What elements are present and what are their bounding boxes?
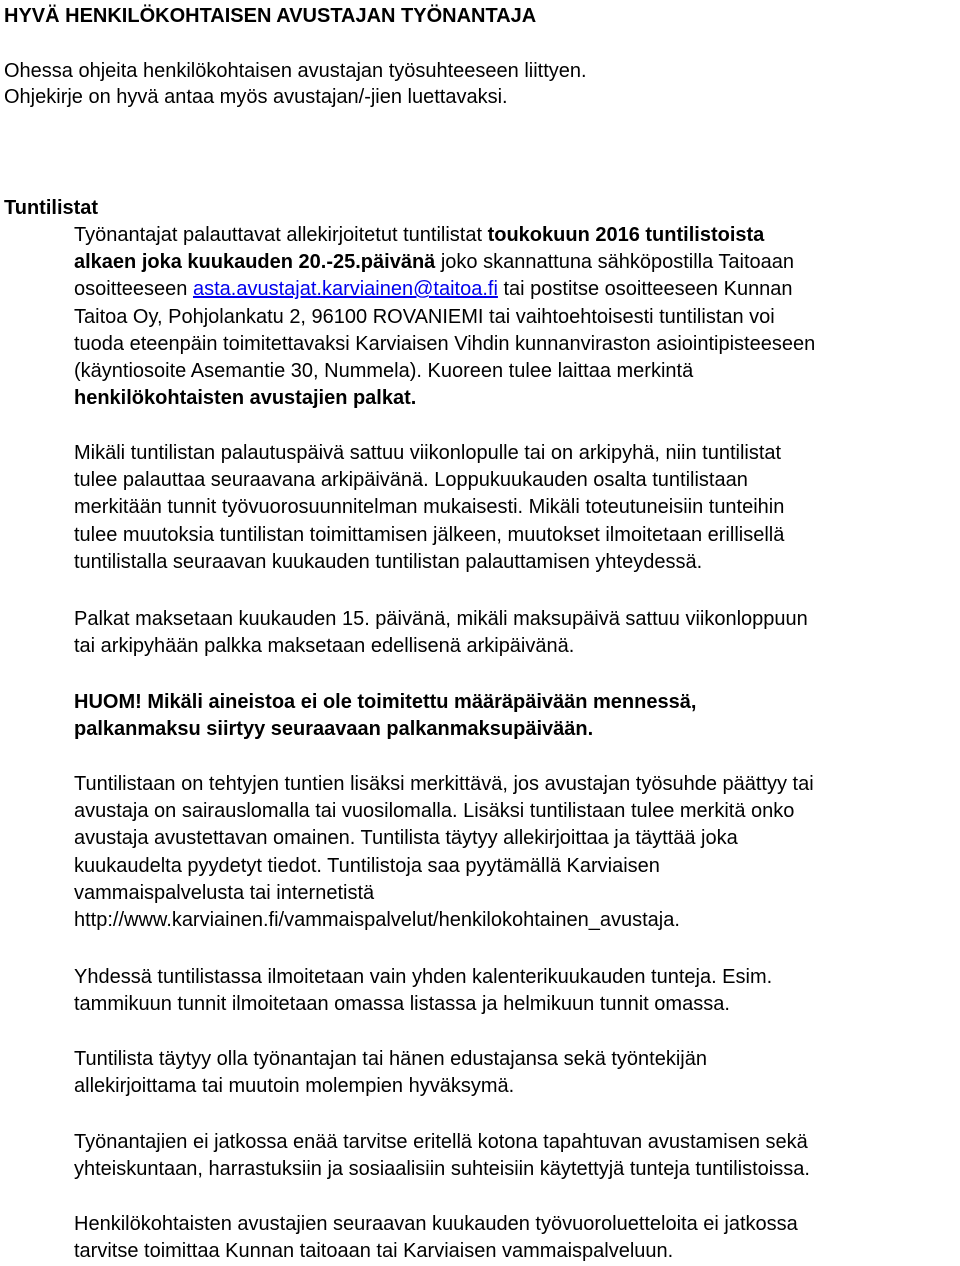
text-line: (käyntiosoite Asemantie 30, Nummela). Kuoreen tulee laittaa merkintä: [74, 359, 694, 382]
text-line: tulee muutoksia tuntilistan toimittamisen jälkeen, muutokset ilmoitetaan erillisellä: [74, 523, 785, 546]
bold-text: toukokuun 2016 tuntilistoista: [487, 224, 765, 246]
text-line: kuukaudelta pyydetyt tiedot. Tuntilistoja saa pyytämällä Karviaisen: [74, 854, 660, 877]
bold-text-line: HUOM! Mikäli aineistoa ei ole toimitettu määräpäivään mennessä,: [74, 691, 697, 713]
document-title: HYVÄ HENKILÖKOHTAISEN AVUSTAJAN TYÖNANTAJA: [4, 5, 537, 27]
paragraph-timesheet-marks: [74, 771, 958, 934]
paragraph-one-month: [74, 964, 958, 1018]
text-line: Palkat maksetaan kuukauden 15. päivänä, mikäli maksupäivä sattuu viikonloppuun: [74, 608, 808, 630]
intro-text: [4, 58, 587, 110]
text-line: Työnantajien ei jatkossa enää tarvitse eritellä kotona tapahtuvan avustamisen sekä: [74, 1131, 808, 1153]
text-line: Henkilökohtaisten avustajien seuraavan kuukauden työvuoroluetteloita ei jatkossa: [74, 1213, 798, 1235]
text-line: Tuntilistaan on tehtyjen tuntien lisäksi merkittävä, jos avustajan työsuhde päättyy tai: [74, 773, 814, 795]
text-line: Mikäli tuntilistan palautuspäivä sattuu viikonlopulle tai on arkipyhä, niin tuntilistat: [74, 442, 782, 464]
text-line: tammikuun tunnit ilmoitetaan omassa listassa ja helmikuun tunnit omassa.: [74, 993, 730, 1016]
text-line: Tuntilista täytyy olla työnantajan tai hänen edustajansa sekä työntekijän: [74, 1048, 707, 1070]
text-line: merkitään tunnit työvuorosuunnitelman mukaisesti. Mikäli toteutuneisiin tunteihin: [74, 496, 785, 519]
paragraph-return-date: [74, 440, 958, 576]
text-line: tuntilistalla seuraavan kuukauden tuntilistan palauttamisen yhteydessä.: [74, 550, 703, 573]
paragraph-rosters: [74, 1211, 958, 1265]
intro-line: Ohjekirje on hyvä antaa myös avustajan/-jien luettavaksi.: [4, 86, 508, 108]
bold-text-line: palkanmaksu siirtyy seuraavaan palkanmaksupäivään.: [74, 718, 594, 741]
intro-line: Ohessa ohjeita henkilökohtaisen avustajan työsuhteeseen liittyen.: [4, 60, 587, 82]
text-line: Yhdessä tuntilistassa ilmoitetaan vain yhden kalenterikuukauden tunteja. Esim.: [74, 966, 773, 988]
text: osoitteeseen: [74, 278, 193, 301]
section-title: Tuntilistat: [4, 197, 99, 219]
text-line: tarvitse toimittaa Kunnan taitoaan tai Karviaisen vammaispalveluun.: [74, 1240, 674, 1263]
text-line: Taitoa Oy, Pohjolankatu 2, 96100 ROVANIEMI tai vaihtoehtoisesti tuntilistan voi: [74, 305, 775, 328]
paragraph-pay-date: [74, 606, 958, 660]
paragraph-notice: [74, 689, 958, 743]
text-line: tai arkipyhään palkka maksetaan edellisenä arkipäivänä.: [74, 635, 575, 658]
text: joko skannattuna sähköpostilla Taitoaan: [435, 251, 795, 274]
bold-text: alkaen joka kuukauden 20.-25.päivänä: [74, 251, 436, 274]
text-line: vammaispalvelusta tai internetistä: [74, 881, 375, 904]
website-url[interactable]: http://www.karviainen.fi/vammaispalvelut/henkilokohtainen_avustaja.: [74, 908, 680, 931]
text: tai postitse osoitteeseen Kunnan: [497, 278, 793, 301]
text-line: allekirjoittama tai muutoin molempien hyväksymä.: [74, 1075, 515, 1098]
paragraph-signatures: [74, 1046, 958, 1100]
paragraph-no-itemizing: [74, 1129, 958, 1183]
text-line: avustaja on sairauslomalla tai vuosilomalla. Lisäksi tuntilistaan tulee merkitä onko: [74, 800, 795, 823]
text: Työnantajat palauttavat allekirjoitetut tuntilistat: [74, 224, 488, 246]
text-line: avustaja avustettavan omainen. Tuntilista täytyy allekirjoittaa ja täyttää joka: [74, 827, 738, 850]
text-line: tuoda eteenpäin toimitettavaksi Karviaisen Vihdin kunnanviraston asiointipisteeseen: [74, 332, 816, 355]
email-link[interactable]: asta.avustajat.karviainen@taitoa.fi: [192, 278, 498, 301]
bold-text-line: henkilökohtaisten avustajien palkat.: [74, 387, 417, 410]
text-line: yhteiskuntaan, harrastuksiin ja sosiaalisiin suhteisiin käytettyjä tunteja tuntilistoissa.: [74, 1158, 810, 1181]
text-line: tulee palauttaa seuraavana arkipäivänä. Loppukuukauden osalta tuntilistaan: [74, 469, 748, 492]
paragraph-return-instructions: [74, 222, 958, 412]
